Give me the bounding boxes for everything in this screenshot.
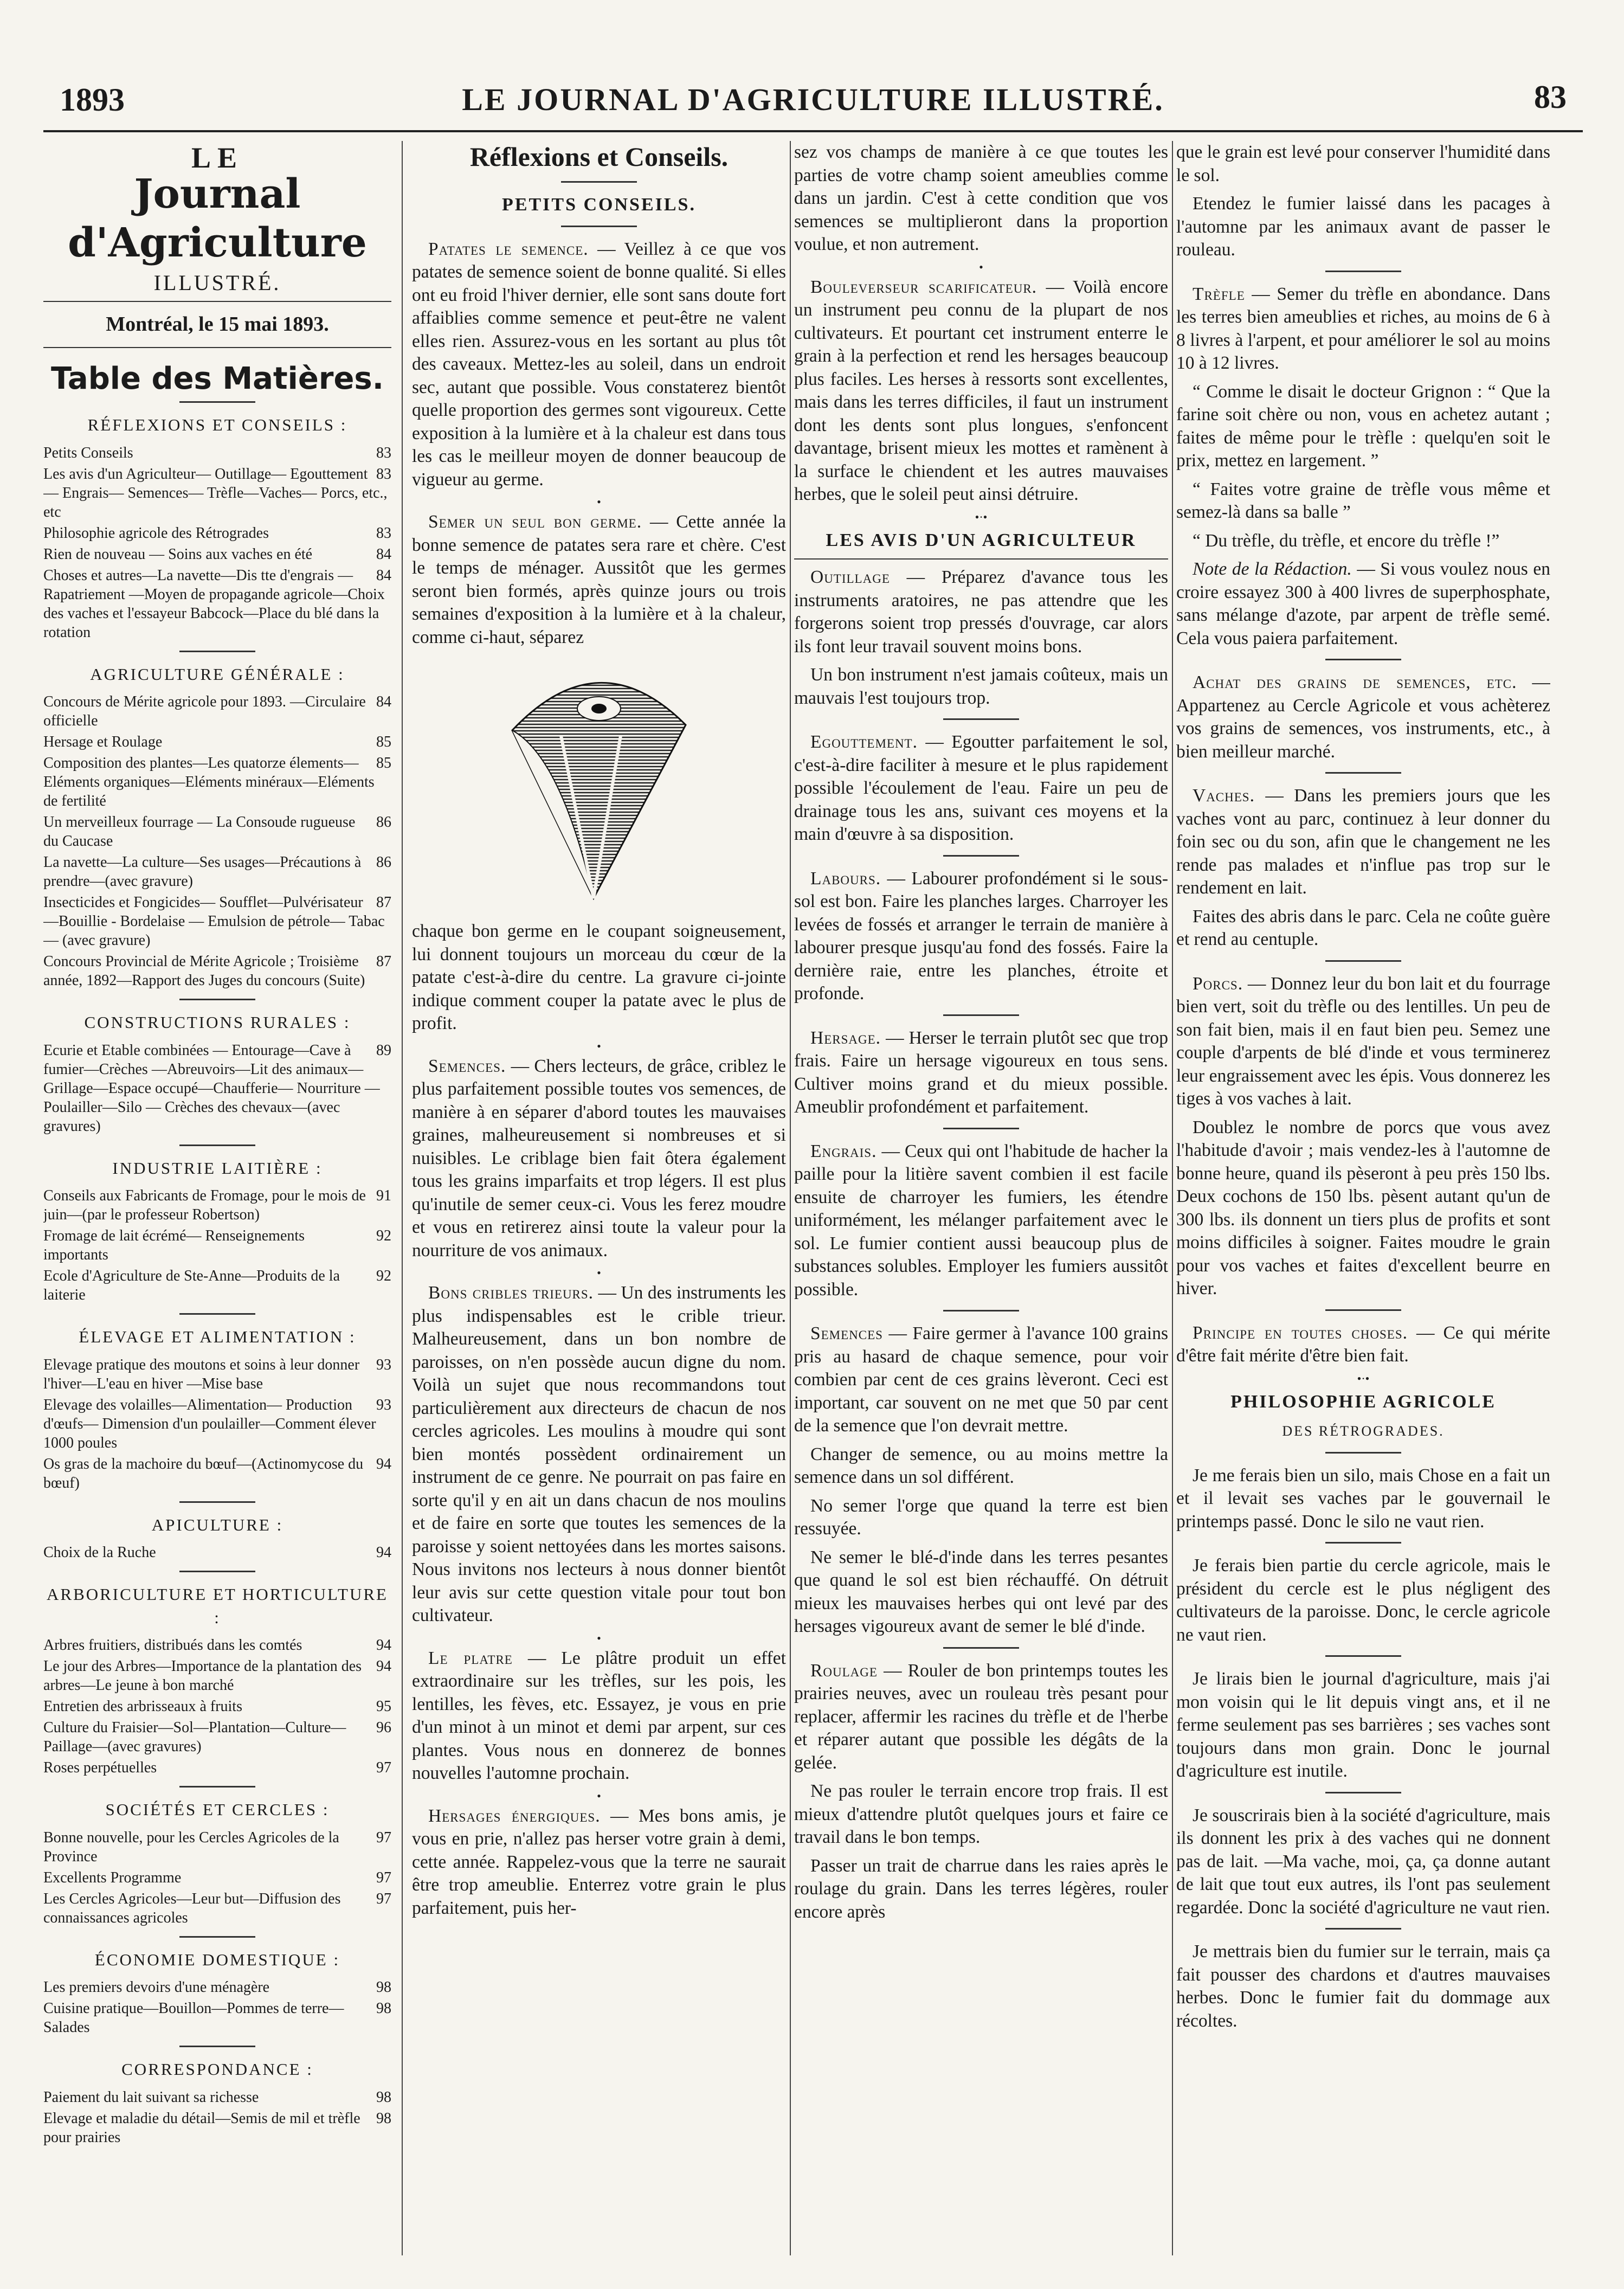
toc-section-heading: ÉLEVAGE ET ALIMENTATION :: [79, 1327, 356, 1346]
toc-entry: [43, 1978, 391, 1997]
toc-entry-page: 98: [376, 2110, 391, 2127]
paragraph: Semences — Faire germer à l'avance 100 grains pris au hasard de chaque semence, pour voir combien par cent de ces grains lèveront. Ceci est important, car souvent on ne met que 50 par cent de la semence que l'on devrait mettre.: [794, 1323, 1168, 1436]
toc-entry-page: 86: [376, 854, 391, 871]
toc-entry-page: 84: [376, 567, 391, 584]
separator-dot: •: [597, 1039, 601, 1053]
toc-entry-text: Les premiers devoirs d'une ménagère: [43, 1979, 270, 1996]
paragraph: Semences. — Chers lecteurs, de grâce, criblez le plus parfaitement possible toutes vos semences, de manière à en séparer d'abord toutes les mauvaises graines, malheureusement si nombreuses et si nuisibles. Le criblage bien fait ôtera également tous les grains imparfaits et trop légers. Il est plus qu'inutile de semer ceux-ci. Vous les ferez moudre et vous en retirerez ainsi toute la valeur pour la nourriture de vos animaux.: [412, 1056, 786, 1261]
toc-entry-text: Culture du Fraisier—Sol—Plantation—Culture—Paillage—(avec gravures): [43, 1719, 346, 1755]
toc-entry: [43, 1718, 391, 1756]
divider: [943, 1310, 1019, 1311]
toc-entry-page: 98: [376, 2000, 391, 2017]
toc-entry: [43, 524, 391, 543]
divider: [179, 1313, 255, 1315]
toc-entry: [43, 1396, 391, 1452]
section-heading-avis: LES AVIS D'UN AGRICULTEUR: [826, 530, 1137, 550]
paragraph: Passer un trait de charrue dans les raies après le roulage du grain. Dans les terres légères, rouler encore après: [794, 1855, 1168, 1922]
separator-dot: •: [597, 1631, 601, 1645]
toc-entry-page: 94: [376, 1455, 391, 1473]
toc-entry: [43, 1226, 391, 1264]
column-separator: [1172, 141, 1173, 2255]
toc-entry: [43, 1868, 391, 1887]
divider: [179, 1786, 255, 1788]
toc-entry-text: Philosophie agricole des Rétrogrades: [43, 524, 269, 542]
paragraph: Semer un seul bon germe. — Cette année la bonne semence de patates sera rare et chère. C'est le temps de ménager. Aussitôt que les germes seront bien formés, après quinze jours ou trois semaines d'exposition à la lumière et à la chaleur, comme ci-haut, séparez: [412, 512, 786, 647]
toc-entry-text: Ecurie et Etable combinées — Entourage—Cave à fumier—Crèches —Abreuvoirs—Lit des animaux—Grillage—Espace occupé—Chaufferie— Nourriture —Poulailler—Silo — Crèches des chevaux—(avec gravures): [43, 1041, 380, 1135]
paragraph: sez vos champs de manière à ce que toutes les parties de votre champ soient ameublies comme dans un jardin. C'est à cette condition que vos semences se multiplieront dans la proportion voulue, et non autrement.: [794, 142, 1168, 254]
paragraph: Etendez le fumier laissé dans les pacages à l'automne par les animaux avant de passer le rouleau.: [1176, 194, 1550, 260]
toc-entry-text: Concours de Mérite agricole pour 1893. —Circulaire officielle: [43, 693, 366, 729]
separator-dot: •·•: [1357, 1371, 1370, 1385]
toc-entry: [43, 754, 391, 811]
toc-entry: [43, 1697, 391, 1716]
paragraph: Changer de semence, ou au moins mettre la semence dans un sol différent.: [794, 1444, 1168, 1487]
article-subtitle: PETITS CONSEILS.: [502, 195, 696, 215]
toc-entry: [43, 465, 391, 522]
divider: [1325, 772, 1401, 774]
toc-entry-text: Roses perpétuelles: [43, 1759, 157, 1776]
separator-dot: •: [597, 1789, 601, 1803]
toc-entry-page: 83: [376, 524, 391, 542]
toc-entry-page: 98: [376, 2088, 391, 2106]
toc-entry: [43, 1355, 391, 1393]
paragraph: No semer l'orge que quand la terre est bien ressuyée.: [794, 1495, 1168, 1539]
toc-entry-page: 94: [376, 1637, 391, 1654]
column-philosophie: [1176, 141, 1550, 2255]
toc-entry-text: Cuisine pratique—Bouillon—Pommes de terre—Salades: [43, 2000, 344, 2036]
toc-entry-text: Hersage et Roulage: [43, 734, 163, 750]
toc-entry: [43, 1758, 391, 1777]
toc-entry-text: Os gras de la machoire du bœuf—(Actinomycose du bœuf): [43, 1455, 364, 1491]
toc-entry-text: Un merveilleux fourrage — La Consoude rugueuse du Caucase: [43, 814, 356, 850]
paragraph: Principe en toutes choses. — Ce qui mérite d'être fait mérite d'être bien fait.: [1176, 1322, 1550, 1366]
paragraph: Je mettrais bien du fumier sur le terrain, mais ça fait pousser des chardons et d'autres mauvaises herbes. Donc le fumier fait du dommage aux récoltes.: [1176, 1941, 1550, 2031]
toc-entry-page: 83: [376, 444, 391, 461]
divider: [561, 181, 637, 183]
section-subheading: DES RÉTROGRADES.: [1282, 1423, 1445, 1439]
paragraph: Engrais. — Ceux qui ont l'habitude de hacher la paille pour la litière savent combien il est facile ensuite de charroyer les fumiers, les étendre uniformément, les mélanger parfaitement avec le sol. Le fumier contient aussi beaucoup plus de substances solubles. Employer les fumiers aussitôt possible.: [794, 1141, 1168, 1300]
paragraph: Doublez le nombre de porcs que vous avez l'habitude d'avoir ; mais vendez-les à l'automne de bonne heure, quand ils pèseront à peu près 150 lbs. Deux cochons de 150 lbs. pèsent autant qu'un de 300 lbs. ils donnent un tiers plus de profits et sont moins difficiles à soigner. Faites moudre le grain pour vos vaches et faites d'excellent beurre en hiver.: [1176, 1117, 1550, 1298]
toc-title: Table des Matières.: [50, 361, 384, 396]
toc-entry: [43, 853, 391, 891]
toc-entry: [43, 692, 391, 730]
paragraph: Bouleverseur scarificateur. — Voilà encore un instrument peu connu de la plupart de nos cultivateurs. Et pourtant cet instrument enterre le grain à la perfection et rend les hersages beaucoup plus faciles. Les herses à ressorts sont excellentes, mais dans les terres difficiles, il faut un instrument dont les dents sont plus longues, s'enfoncent davantage, brisent mieux les mottes et ramènent à la surface le chiendent et les autres mauvaises herbes, que le soleil peut ainsi détruire.: [794, 277, 1168, 504]
toc-entry-page: 87: [376, 894, 391, 911]
toc-entry: [43, 566, 391, 642]
paragraph: Faites des abris dans le parc. Cela ne coûte guère et rend au centuple.: [1176, 906, 1550, 949]
toc-entry-page: 97: [376, 1759, 391, 1776]
toc-section-heading: SOCIÉTÉS ET CERCLES :: [105, 1800, 330, 1819]
masthead-illustre: ILLUSTRÉ.: [153, 270, 281, 295]
toc-entry: [43, 443, 391, 462]
separator-dot: •: [979, 260, 983, 274]
toc-section-heading: RÉFLEXIONS ET CONSEILS :: [87, 415, 347, 434]
toc-entry-text: Fromage de lait écrémé— Renseignements importants: [43, 1227, 305, 1263]
masthead-journal: Journal d'Agriculture: [68, 170, 367, 266]
toc-entry: [43, 732, 391, 751]
toc-entry-page: 85: [376, 734, 391, 750]
toc-entry-page: 92: [376, 1268, 391, 1284]
paragraph: Je ferais bien partie du cercle agricole, mais le président du cercle est le plus négligent des cultivateurs de la paroisse. Donc, le cercle agricole ne vaut rien.: [1176, 1555, 1550, 1645]
divider: [43, 301, 391, 302]
divider: [943, 1014, 1019, 1016]
toc-entry-text: Conseils aux Fabricants de Fromage, pour le mois de juin—(par le professeur Robertson): [43, 1187, 366, 1223]
page-header: [43, 65, 1583, 132]
separator-dot: •: [597, 1266, 601, 1279]
paragraph: Labours. — Labourer profondément si le sous-sol est bon. Faire les planches larges. Charroyer les levées de fossés et arranger le terrain de manière à labourer presque jusqu'au fond des fossés. Faire la dernière raie, entre les planches, étroite et profonde.: [794, 868, 1168, 1004]
toc-entry-text: La navette—La culture—Ses usages—Précautions à prendre—(avec gravure): [43, 854, 362, 890]
divider: [1325, 271, 1401, 272]
toc-entry-text: Rien de nouveau — Soins aux vaches en été: [43, 545, 313, 563]
toc-entry: [43, 1041, 391, 1136]
divider: [1325, 659, 1401, 660]
header-title: LE JOURNAL D'AGRICULTURE ILLUSTRÉ.: [462, 82, 1164, 117]
toc-entry-page: 86: [376, 814, 391, 831]
toc-entry-page: 95: [376, 1698, 391, 1715]
paragraph: Vaches. — Dans les premiers jours que les vaches vont au parc, continuez à leur donner du foin sec ou du son, afin que le changement ne les rende pas malades et n'influe pas trop sur le rendement en lait.: [1176, 786, 1550, 898]
toc-entry: [43, 1828, 391, 1866]
divider: [943, 855, 1019, 857]
paragraph: Ne semer le blé-d'inde dans les terres pesantes que quand le sol est bien réchauffé. On détruit mieux les mauvaises herbes qui ont levé par des hersages vigoureux avant de semer le blé d'inde.: [794, 1547, 1168, 1636]
divider: [943, 1128, 1019, 1129]
toc-section-heading: APICULTURE :: [151, 1515, 283, 1534]
toc-entry-text: Ecole d'Agriculture de Ste-Anne—Produits de la laiterie: [43, 1268, 340, 1303]
potato-cutting-illustration: [501, 654, 697, 915]
toc-entry-page: 94: [376, 1544, 391, 1561]
paragraph: Je me ferais bien un silo, mais Chose en a fait un et il levait ses vaches par le gouvernail le printemps passé. Donc le silo ne vaut rien.: [1176, 1465, 1550, 1532]
divider: [179, 651, 255, 652]
toc-entry-text: Concours Provincial de Mérite Agricole ; Troisième année, 1892—Rapport des Juges du concours (Suite): [43, 953, 365, 989]
toc-entry-text: Insecticides et Fongicides— Soufflet—Pulvérisateur —Bouillie - Bordelaise — Emulsion de pétrole— Tabac — (avec gravure): [43, 894, 385, 949]
toc-entry-text: Le jour des Arbres—Importance de la plantation des arbres—Le jeune à bon marché: [43, 1658, 362, 1694]
column-separator: [790, 141, 791, 2255]
toc-entry-text: Elevage pratique des moutons et soins à leur donner l'hiver—L'eau en hiver —Mise base: [43, 1356, 360, 1392]
paragraph: Je lirais bien le journal d'agriculture, mais j'ai mon voisin qui le lit depuis vingt ans, et il ne ferme seulement pas ses barrières ; ses vaches sont toujours dans mon grain. Donc le journal d'agriculture est inutile.: [1176, 1669, 1550, 1781]
masthead-le: LE: [191, 142, 244, 174]
paragraph: Le platre — Le plâtre produit un effet extraordinaire sur les trèfles, sur les pois, les lentilles, les fèves, etc. Essayez, je vous en prie d'un minot à un minot et demi par arpent, sur ces plantes. Vous nous en donnerez de bonnes nouvelles l'automne prochain.: [412, 1648, 786, 1783]
toc-entry-page: 84: [376, 545, 391, 563]
toc-entry: [43, 1889, 391, 1927]
toc-section-heading: ÉCONOMIE DOMESTIQUE :: [94, 1950, 340, 1969]
toc-section-heading: INDUSTRIE LAITIÈRE :: [112, 1158, 323, 1178]
toc-entry-page: 94: [376, 1658, 391, 1675]
toc-entry-page: 83: [376, 465, 391, 483]
toc-entry-text: Elevage des volailles—Alimentation— Production d'œufs— Dimension d'un poulailler—Comment élever 1000 poules: [43, 1396, 376, 1451]
dateline: Montréal, le 15 mai 1893.: [106, 313, 329, 336]
toc-section-heading: CONSTRUCTIONS RURALES :: [84, 1013, 351, 1032]
paragraph: Achat des grains de semences, etc. — Appartenez au Cercle Agricole et vous achèterez vos grains de semences, vos instruments, etc., à bien meilleur marché.: [1176, 672, 1550, 762]
paragraph: Un bon instrument n'est jamais coûteux, mais un mauvais l'est toujours trop.: [794, 665, 1168, 708]
divider: [943, 718, 1019, 720]
paragraph: Bons cribles trieurs. — Un des instruments les plus indispensables est le crible trieur. Malheureusement, dans un bon nombre de paroisses, on n'en possède aucun digne du nom. Voilà un sujet que nous recommandons tout particulièrement aux directeurs de chacun de nos cercles agricoles. Les moulins à moudre qui sont bien montés possèdent ordinairement un instrument de ce genre. Ne pourrait on pas faire en sorte qu'il y en ait un dans chacun de nos moulins et de faire en sorte que toutes les semences de la paroisse y soient nettoyées dans les mortes saisons. Nous invitons nos lecteurs à nous donner bientôt leur avis sur cette question vitale pour tout bon cultivateur.: [412, 1283, 786, 1625]
divider: [179, 2046, 255, 2047]
divider: [1325, 1452, 1401, 1454]
divider: [561, 226, 637, 227]
column-avis: [794, 141, 1168, 2255]
paragraph: Ne pas rouler le terrain encore trop frais. Il est mieux d'attendre plutôt quelques jours et faire ce travail dans le bon temps.: [794, 1781, 1168, 1847]
toc-entry: [43, 545, 391, 564]
paragraph: Trèfle — Semer du trèfle en abondance. Dans les terres bien ameublies et riches, au moins de 6 à 8 livres à l'arpent, et pour améliorer le sol au moins 10 à 12 livres.: [1176, 284, 1550, 373]
toc-entry: [43, 2088, 391, 2107]
paragraph: Hersage. — Herser le terrain plutôt sec que trop frais. Faire un hersage vigoureux en tous sens. Cultiver moins grand et du mieux possible. Ameublir profondément et parfaitement.: [794, 1027, 1168, 1117]
paragraph: Je souscrirais bien à la société d'agriculture, mais ils donnent les prix à des vaches qui ne donnent pas de lait. —Ma vache, moi, ça, ça donne autant de lait que tout eux autres, ils l'ont pas seulement regardée. Donc la société d'agriculture ne vaut rien.: [1176, 1805, 1550, 1918]
divider: [1325, 1542, 1401, 1544]
toc-entry-page: 97: [376, 1829, 391, 1846]
divider: [1325, 1792, 1401, 1793]
toc-entry-text: Les Cercles Agricoles—Leur but—Diffusion des connaissances agricoles: [43, 1890, 341, 1926]
paragraph: “ Comme le disait le docteur Grignon : “ Que la farine soit chère ou non, vous en achetez autant ; faites de même pour le trèfle : quelqu'en soit le prix, mettez en largement. ”: [1176, 381, 1550, 471]
toc-body: [43, 414, 391, 2147]
toc-entry: [43, 893, 391, 950]
toc-entry-page: 92: [376, 1227, 391, 1244]
toc-entry-text: Elevage et maladie du détail—Semis de mil et trèfle pour prairies: [43, 2110, 360, 2146]
divider: [179, 1936, 255, 1938]
toc-entry-page: 91: [376, 1187, 391, 1204]
toc-entry-text: Petits Conseils: [43, 444, 133, 461]
paragraph: chaque bon germe en le coupant soigneusement, lui donnent toujours un morceau du cœur de la patate c'est-à-dire du centre. La gravure ci-jointe indique comment couper la patate avec le plus de profit.: [412, 921, 786, 1033]
masthead: [43, 142, 391, 295]
toc-entry-text: Les avis d'un Agriculteur— Outillage— Egouttement— Engrais— Semences— Trèfle—Vaches— Porcs, etc., etc: [43, 465, 388, 520]
separator-dot: •·•: [975, 510, 988, 524]
divider: [179, 1144, 255, 1146]
toc-section-heading: AGRICULTURE GÉNÉRALE :: [90, 664, 345, 684]
paragraph: Patates le semence. — Veillez à ce que vos patates de semence soient de bonne qualité. Si elles ont eu froid l'hiver dernier, elle sont sans doute fort affaiblies comme semence et peut-être ne valent elles rien. Assurez-vous en les sortant au plus tôt des caveaux. Mettez-les au soleil, dans un endroit sec, autant que possible. Vous constaterez bientôt quelle proportion des germes sont vigoureux. Cette exposition à la lumière et à la chaleur est dans tous les cas le meilleur moyen de donner beaucoup de vigueur au germe.: [412, 239, 786, 490]
paragraph: Roulage — Rouler de bon printemps toutes les prairies neuves, avec un rouleau très pesant pour replacer, affermir les racines du trèfle et de l'herbe et réparer autant que possible les dégâts de la gelée.: [794, 1660, 1168, 1773]
divider: [794, 558, 1168, 560]
paragraph: “ Du trèfle, du trèfle, et encore du trèfle !”: [1193, 530, 1500, 551]
divider: [1325, 1309, 1401, 1311]
divider: [179, 999, 255, 1000]
toc-entry: [43, 1266, 391, 1304]
toc-entry-text: Entretien des arbrisseaux à fruits: [43, 1698, 242, 1715]
toc-entry: [43, 1999, 391, 2037]
column-toc: [43, 141, 391, 2255]
toc-entry: [43, 813, 391, 851]
header-year: 1893: [60, 82, 125, 118]
paragraph: que le grain est levé pour conserver l'humidité dans le sol.: [1176, 142, 1550, 185]
paragraph: Porcs. — Donnez leur du bon lait et du fourrage bien vert, soit du trèfle ou des lentilles. Un peu de son fait bien, mais il en faut bien peu. Semez une couple d'arpents de blé d'inde et vous terminerez leur engraissement avec les épis. Vous donnerez les tiges à vos vaches à lait.: [1176, 973, 1550, 1109]
toc-entry-text: Paiement du lait suivant sa richesse: [43, 2088, 259, 2106]
divider: [179, 1501, 255, 1503]
toc-entry-page: 84: [376, 693, 391, 710]
section-heading-philosophie: PHILOSOPHIE AGRICOLE: [1230, 1391, 1496, 1412]
paragraph: Hersages énergiques. — Mes bons amis, je vous en prie, n'allez pas herser votre grain à demi, cette année. Rappelez-vous que la terre ne saurait être trop ameublie. Enterrez votre grain le plus parfaitement, puis her-: [412, 1805, 786, 1918]
toc-entry: [43, 1455, 391, 1493]
toc-entry: [43, 952, 391, 990]
divider: [43, 347, 391, 348]
divider: [1325, 960, 1401, 962]
toc-entry-page: 97: [376, 1890, 391, 1907]
paragraph: Egouttement. — Egoutter parfaitement le sol, c'est-à-dire faciliter à mesure et le plus rapidement possible l'écoulement de l'eau. Faire un peu de drainage tous les ans, suivant ces moyens et la main d'œuvre à sa disposition.: [794, 732, 1168, 844]
article-title: Réflexions et Conseils.: [469, 142, 729, 172]
toc-entry-page: 96: [376, 1719, 391, 1736]
toc-entry: [43, 1543, 391, 1562]
toc-entry-page: 85: [376, 755, 391, 771]
toc-entry-page: 89: [376, 1041, 391, 1059]
toc-entry-page: 87: [376, 953, 391, 970]
paragraph: Outillage — Préparez d'avance tous les instruments aratoires, ne pas attendre que les forgerons soient trop pressés d'ouvrage, car alors ils font leur travail souvent moins bons.: [794, 567, 1168, 657]
toc-section-heading: ARBORICULTURE ET HORTICULTURE :: [47, 1585, 388, 1627]
divider: [1325, 1655, 1401, 1657]
column-separator: [402, 141, 403, 2255]
header-page-number: 83: [1534, 79, 1567, 115]
divider: [179, 401, 255, 403]
paragraph: “ Faites votre graine de trèfle vous même et semez-là dans sa balle ”: [1176, 479, 1550, 522]
toc-entry-page: 93: [376, 1356, 391, 1373]
divider: [943, 1647, 1019, 1649]
toc-entry: [43, 2109, 391, 2147]
separator-dot: •: [597, 495, 601, 509]
column-reflexions: [412, 141, 786, 2255]
toc-entry-text: Excellents Programme: [43, 1869, 182, 1886]
paragraph: Note de la Rédaction. — Si vous voulez nous en croire essayez 300 à 400 livres de superphosphate, sans mélange d'azote, par arpent de trèfle semé. Cela vous paiera parfaitement.: [1176, 559, 1550, 648]
toc-entry-page: 97: [376, 1869, 391, 1886]
toc-entry: [43, 1186, 391, 1224]
toc-entry: [43, 1657, 391, 1695]
toc-entry-text: Arbres fruitiers, distribués dans les comtés: [43, 1637, 302, 1654]
divider: [179, 1571, 255, 1572]
toc-entry: [43, 1636, 391, 1655]
toc-section-heading: CORRESPONDANCE :: [121, 2060, 313, 2079]
divider: [1325, 1928, 1401, 1930]
toc-entry-page: 93: [376, 1396, 391, 1413]
toc-entry-text: Choix de la Ruche: [43, 1544, 156, 1561]
toc-entry-text: Composition des plantes—Les quatorze élements—Eléments organiques—Eléments minéraux—Eléments de fertilité: [43, 755, 375, 809]
toc-entry-text: Bonne nouvelle, pour les Cercles Agricoles de la Province: [43, 1829, 339, 1865]
toc-entry-text: Choses et autres—La navette—Dis tte d'engrais — Rapatriement —Moyen de propagande agricole—Choix des vaches et l'essayeur Babcock—Place du blé dans la rotation: [43, 567, 385, 641]
toc-entry-page: 98: [376, 1979, 391, 1996]
